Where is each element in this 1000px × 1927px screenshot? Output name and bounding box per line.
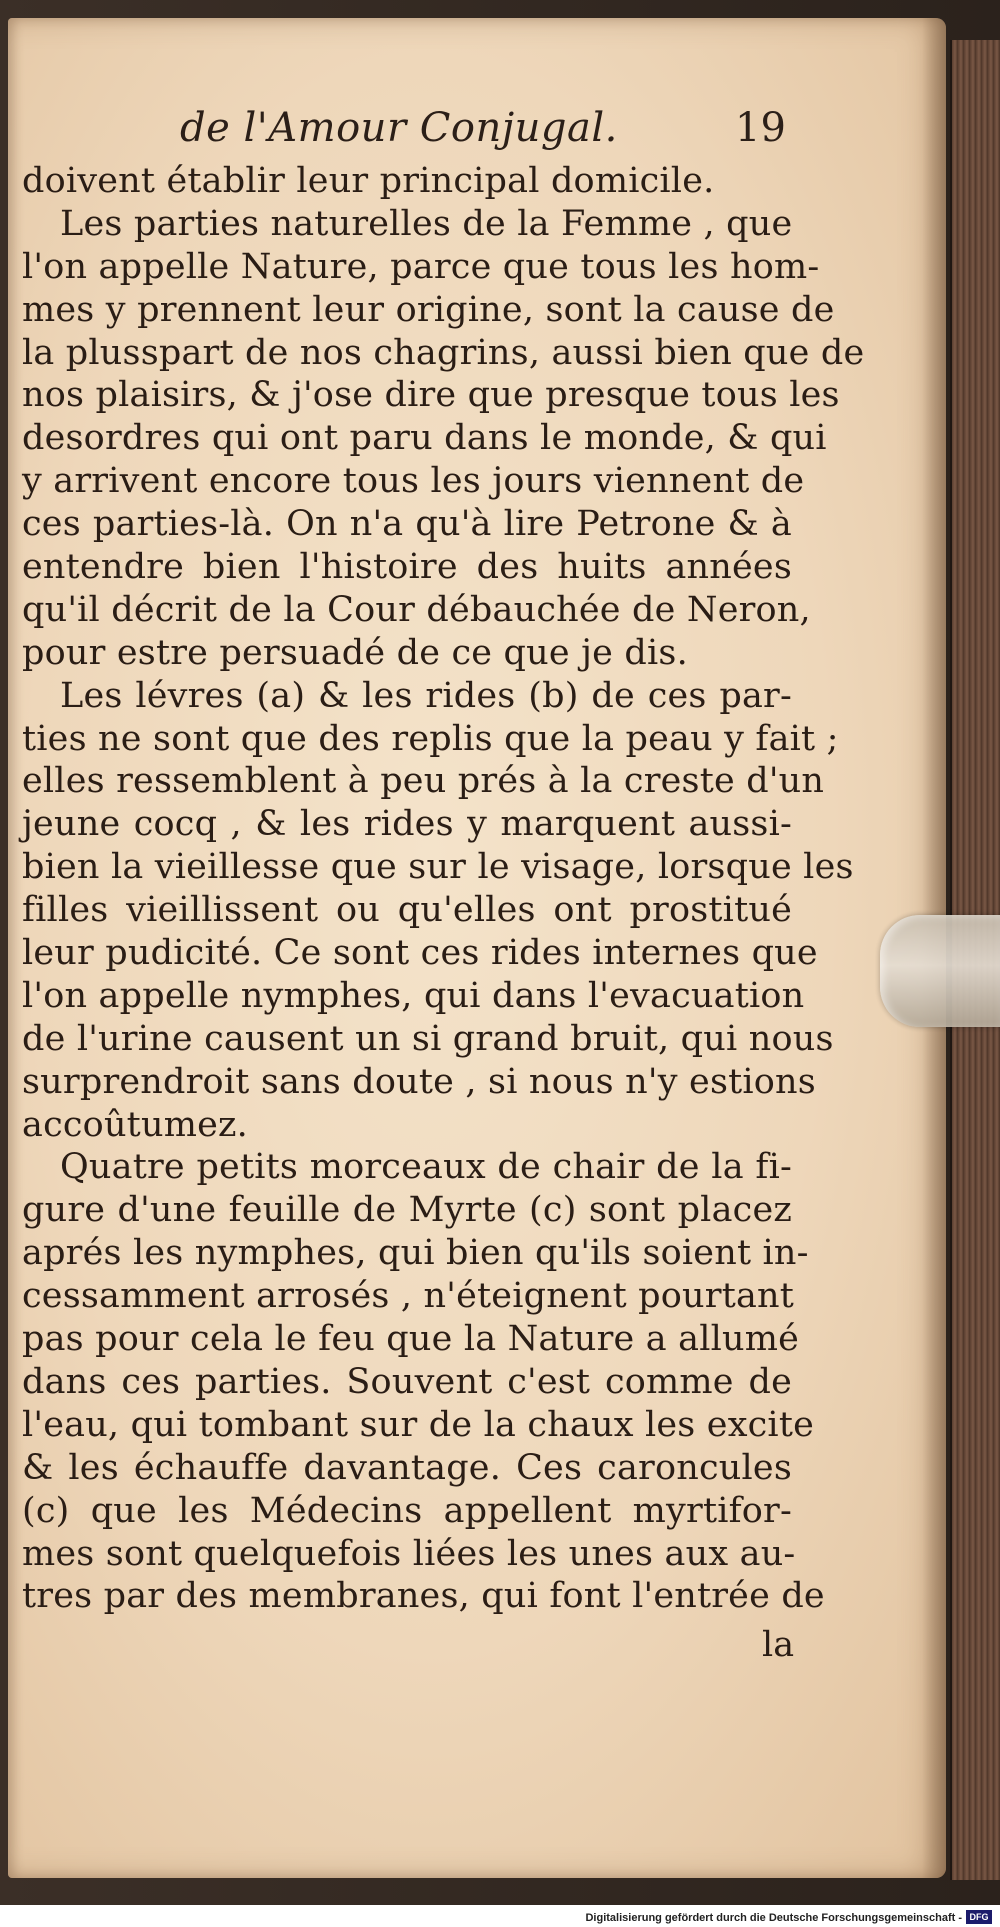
running-head: de l'Amour Conjugal.	[180, 105, 618, 151]
text-line: filles vieillissent ou qu'elles ont prostitué	[22, 890, 792, 931]
text-line: l'on appelle Nature, parce que tous les hom-	[22, 246, 820, 287]
text-line: la plusspart de nos chagrins, aussi bien que de	[22, 332, 865, 373]
text-line: (c) que les Médecins appellent myrtifor-	[22, 1490, 792, 1531]
catchword: la	[762, 1625, 795, 1665]
text-line: gure d'une feuille de Myrte (c) sont placez	[22, 1190, 792, 1231]
text-line: mes sont quelquefois liées les unes aux au-	[22, 1533, 796, 1574]
text-line: & les échauffe davantage. Ces caroncules	[22, 1447, 792, 1488]
text-block	[22, 160, 865, 1618]
text-line: ces parties-là. On n'a qu'à lire Petrone & à	[22, 504, 792, 545]
text-line: jeune cocq , & les rides y marquent aussi-	[22, 804, 792, 845]
text-line: pour estre persuadé de ce que je dis.	[22, 632, 688, 673]
text-line: elles ressemblent à peu prés à la creste d'un	[22, 761, 825, 802]
text-line: bien la vieillesse que sur le visage, lorsque les	[22, 847, 854, 888]
text-line: entendre bien l'histoire des huits années	[22, 547, 792, 588]
text-line: desordres qui ont paru dans le monde, & qui	[22, 418, 827, 459]
text-line: surprendroit sans doute , si nous n'y estions	[22, 1061, 816, 1102]
text-line: l'eau, qui tombant sur de la chaux les excite	[22, 1404, 815, 1445]
text-line: l'on appelle nymphes, qui dans l'evacuation	[22, 975, 805, 1016]
text-line: leur pudicité. Ce sont ces rides internes que	[22, 933, 818, 974]
footer-bar	[0, 1905, 1000, 1927]
text-line: y arrivent encore tous les jours viennent de	[22, 461, 805, 502]
text-line: pas pour cela le feu que la Nature a allumé	[22, 1319, 800, 1360]
text-line: de l'urine causent un si grand bruit, qui nous	[22, 1018, 834, 1059]
text-line: doivent établir leur principal domicile.	[22, 161, 715, 201]
text-line: aprés les nymphes, qui bien qu'ils soient in-	[22, 1233, 809, 1274]
text-line: Les parties naturelles de la Femme , que	[60, 203, 793, 244]
text-line: tres par des membranes, qui font l'entrée de	[22, 1576, 825, 1617]
text-line: cessamment arrosés , n'éteignent pourtant	[22, 1276, 795, 1317]
text-line: nos plaisirs, & j'ose dire que presque tous les	[22, 375, 840, 416]
text-line: qu'il décrit de la Cour débauchée de Neron,	[22, 589, 811, 630]
funding-credit: Digitalisierung gefördert durch die Deutsche Forschungsgemeinschaft -	[585, 1912, 962, 1924]
text-line: accoûtumez.	[22, 1104, 248, 1145]
text-line: Les lévres (a) & les rides (b) de ces par-	[60, 675, 792, 716]
text-line: mes y prennent leur origine, sont la cause de	[22, 289, 835, 330]
dfg-logo-icon: DFG	[966, 1910, 992, 1924]
text-line: dans ces parties. Souvent c'est comme de	[22, 1361, 792, 1402]
page-clip	[880, 915, 1000, 1027]
text-line: ties ne sont que des replis que la peau y fait ;	[22, 718, 839, 759]
text-line: Quatre petits morceaux de chair de la fi-	[60, 1147, 792, 1188]
page-number: 19	[735, 105, 786, 151]
